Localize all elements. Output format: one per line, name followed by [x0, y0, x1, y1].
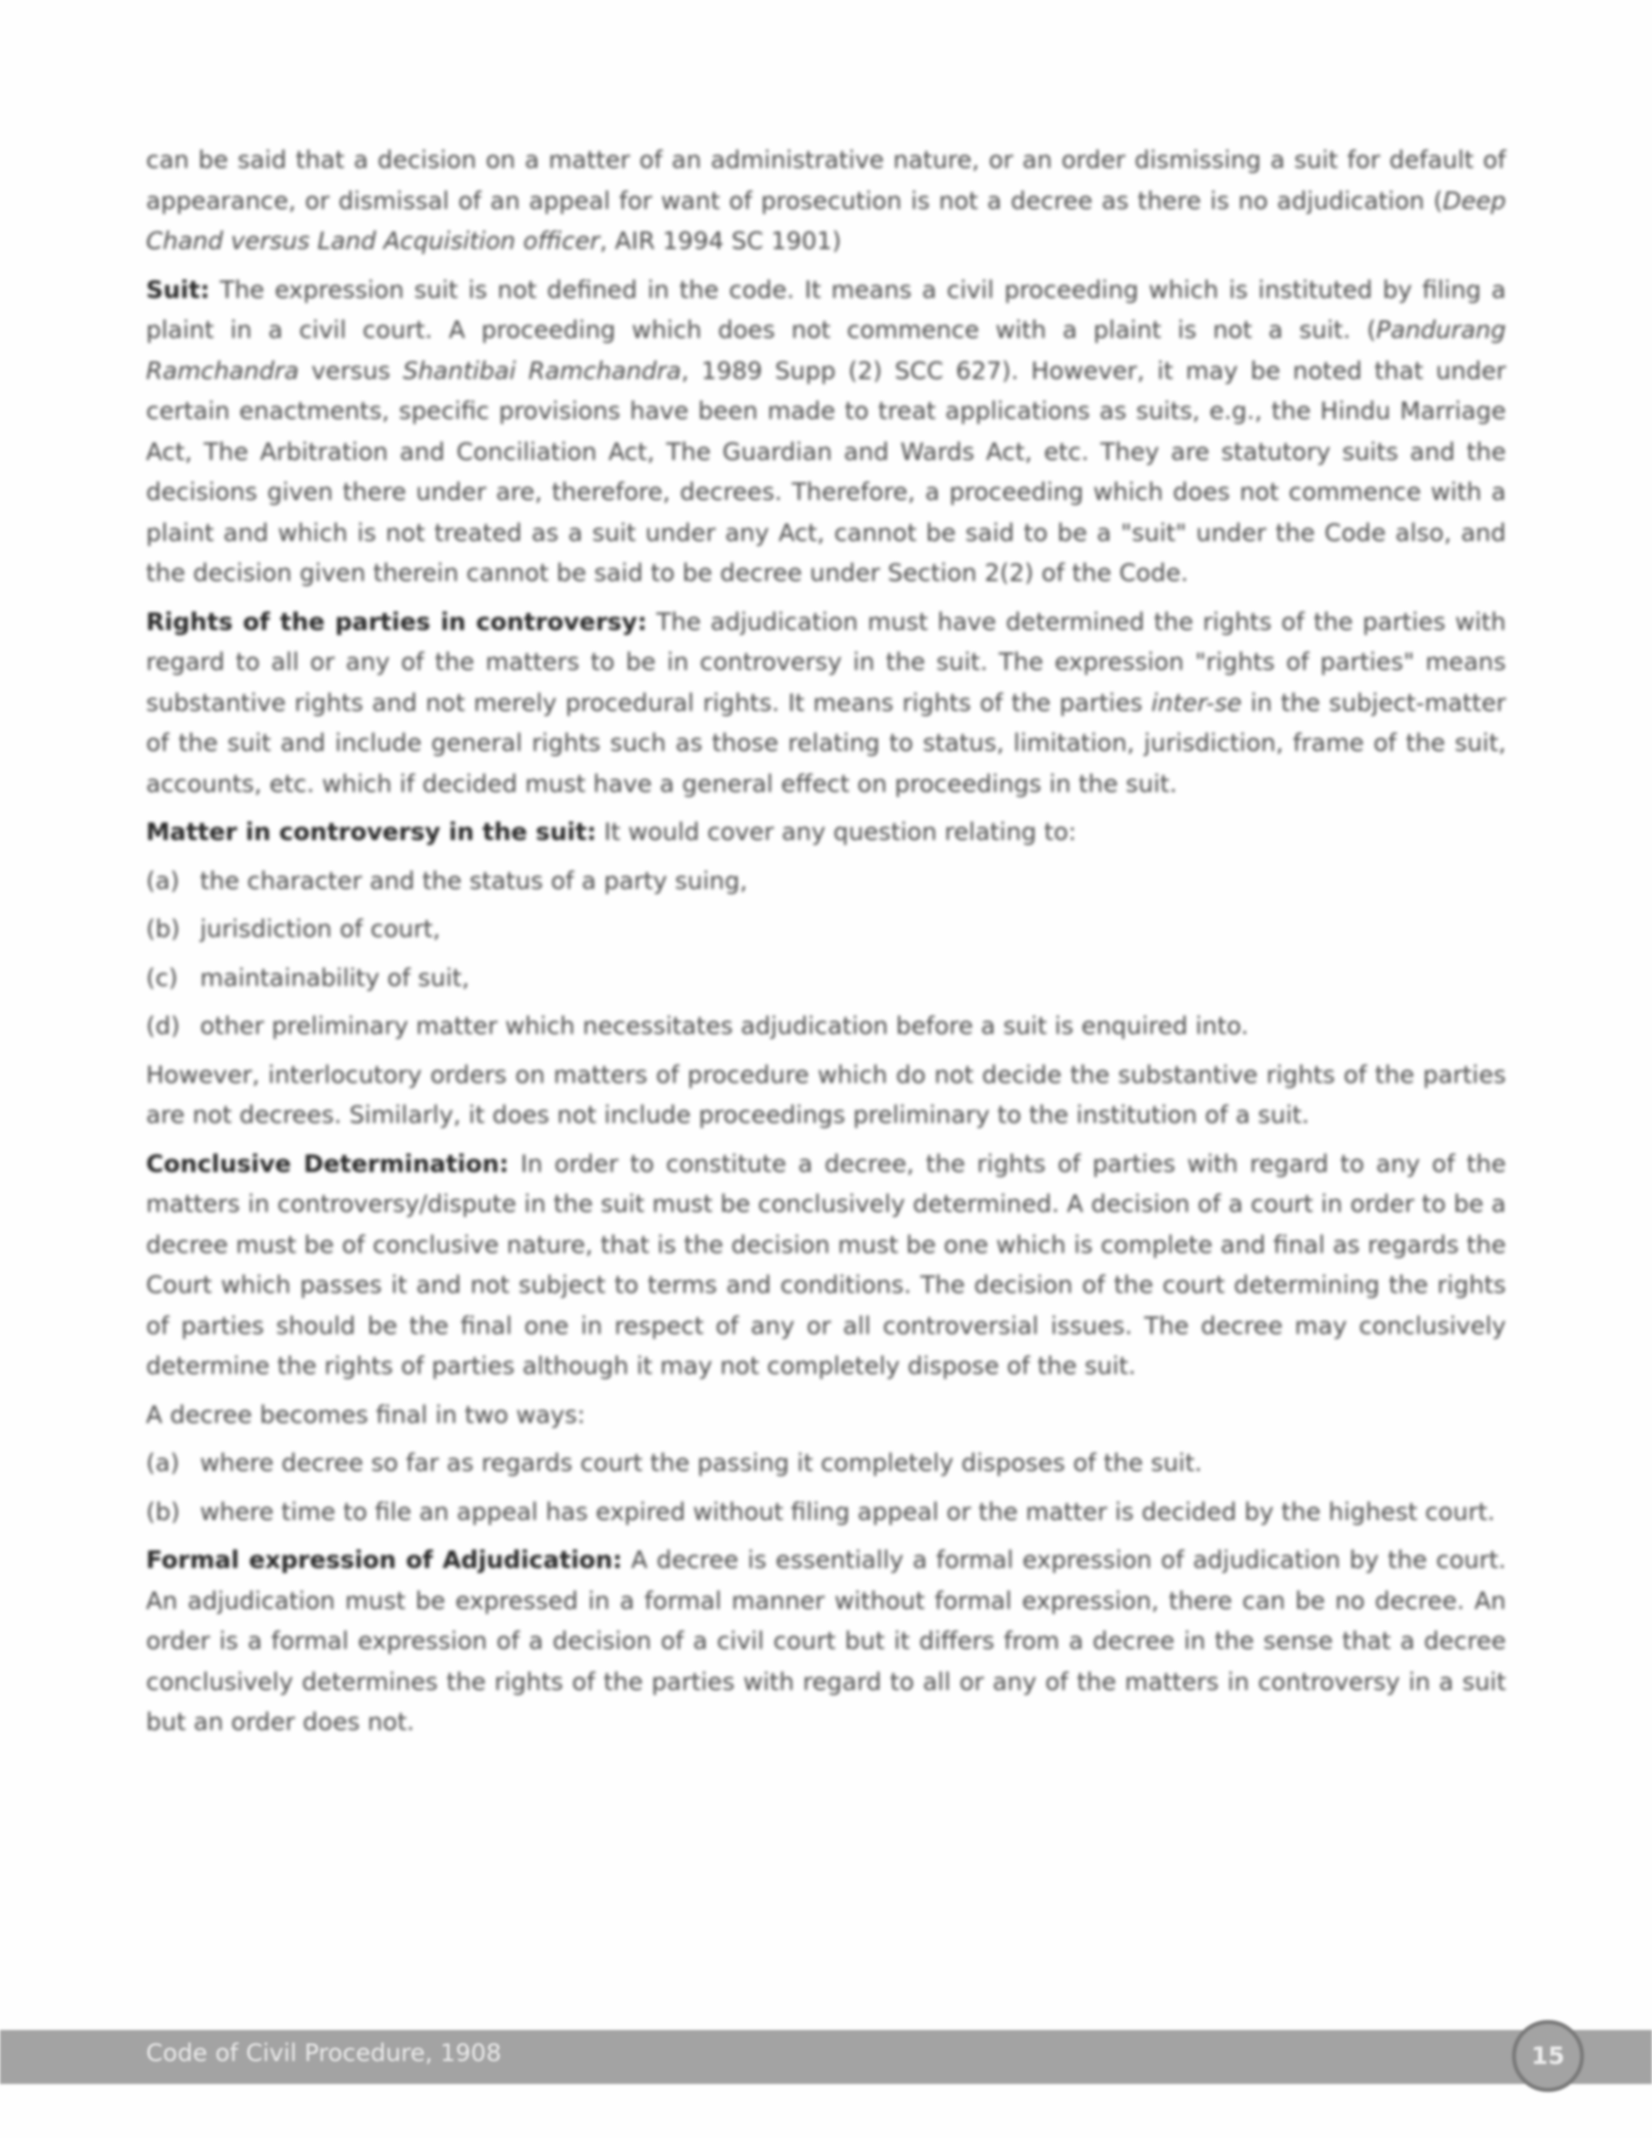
document-body [146, 140, 1506, 1751]
list-item: (d) other preliminary matter which necessitates adjudication before a suit is enquired into. [146, 1012, 1249, 1040]
list-item: (c) maintainability of suit, [146, 963, 470, 992]
paragraph-rights: Rights of the parties in controversy: The adjudication must have determined the rights of the parties with regard to all or any of the matters to be in controversy in the suit. The expression "rights of parties" means substantive rights and not merely procedural rights. It means rights of the parties inter-se in the subject-matter of the suit and include general rights such as those relating to status, limitation, jurisdiction, frame of the suit, accounts, etc. which if decided must have a general effect on proceedings in the suit. [146, 607, 1507, 798]
paragraph-conclusive: Conclusive Determination: In order to constitute a decree, the rights of parties with regard to any of the matters in controversy/dispute in the suit must be conclusively determined. A decision of a court in order to be a decree must be of conclusive nature, that is the decision must be one which is complete and final as regards the Court which passes it and not subject to terms and conditions. The decision of the court determining the rights of parties should be the final one in respect of any or all controversial issues. The decree may conclusively determine the rights of parties although it may not completely dispose of the suit. [146, 1149, 1506, 1380]
paragraph-intro: can be said that a decision on a matter of an administrative nature, or an order dismissing a suit for default of appearance, or dismissal of an appeal for want of prosecution is not a decree as there is no adjudication (Deep Chand versus Land Acquisition officer, AIR 1994 SC 1901) [146, 146, 1506, 255]
paragraph-formal: Formal expression of Adjudication: A decree is essentially a formal expression of adjudication by the court. An adjudication must be expressed in a formal manner without formal expression, there can be no decree. An order is a formal expression of a decision of a civil court but it differs from a decree in the sense that a decree conclusively determines the rights of the parties with regard to all or any of the matters in controversy in a suit but an order does not. [146, 1546, 1507, 1736]
list-item: (b) jurisdiction of court, [146, 915, 441, 943]
page-footer [0, 2030, 1652, 2084]
paragraph-matter: Matter in controversy in the suit: It would cover any question relating to: [146, 818, 1077, 846]
final-list [146, 1443, 1506, 1532]
list-item: (a) the character and the status of a party suing, [146, 866, 748, 895]
page-number-badge: 15 [1512, 2020, 1584, 2092]
paragraph-suit: Suit: The expression suit is not defined in the code. It means a civil proceeding which is instituted by filing a plaint in a civil court. A proceeding which does not commence with a plaint is not a suit. (Pandurang Ramchandra versus Shantibai Ramchandra, 1989 Supp (2) SCC 627). However, it may be noted that under certain enactments, specific provisions have been made to treat applications as suits, e.g., the Hindu Marriage Act, The Arbitration and Conciliation Act, The Guardian and Wards Act, etc. They are statutory suits and the decisions given there under are, therefore, decrees. Therefore, a proceeding which does not commence with a plaint and which is not treated as a suit under any Act, cannot be said to be a "suit" under the Code also, and the decision given therein cannot be said to be decree under Section 2(2) of the Code. [146, 275, 1506, 587]
footer-title: Code of Civil Procedure, 1908 [146, 2039, 502, 2067]
conclusive-heading: Conclusive Determination: [146, 1149, 509, 1178]
suit-heading: Suit: [146, 275, 210, 304]
case-citation: Deep Chand versus Land Acquisition officer [146, 186, 1506, 255]
case-citation: Pandurang Ramchandra [146, 316, 1506, 385]
formal-heading: Formal expression of Adjudication: [146, 1546, 623, 1574]
paragraph-however: However, interlocutory orders on matters of procedure which do not decide the substantive rights of the parties are not decrees. Similarly, it does not include proceedings preliminary to the institution of a suit. [146, 1060, 1506, 1129]
list-item: (a) where decree so far as regards court the passing it completely disposes of the suit. [146, 1449, 1203, 1477]
rights-heading: Rights of the parties in controversy: [146, 607, 647, 636]
paragraph-final-intro: A decree becomes final in two ways: [146, 1400, 586, 1429]
case-citation: Shantibai Ramchandra [402, 356, 682, 385]
matter-heading: Matter in controversy in the suit: [146, 818, 597, 846]
list-item: (b) where time to file an appeal has expired without filing appeal or the matter is decided by the highest court. [146, 1497, 1495, 1526]
latin-term: inter-se [1151, 688, 1242, 717]
matter-list [146, 861, 1506, 1047]
